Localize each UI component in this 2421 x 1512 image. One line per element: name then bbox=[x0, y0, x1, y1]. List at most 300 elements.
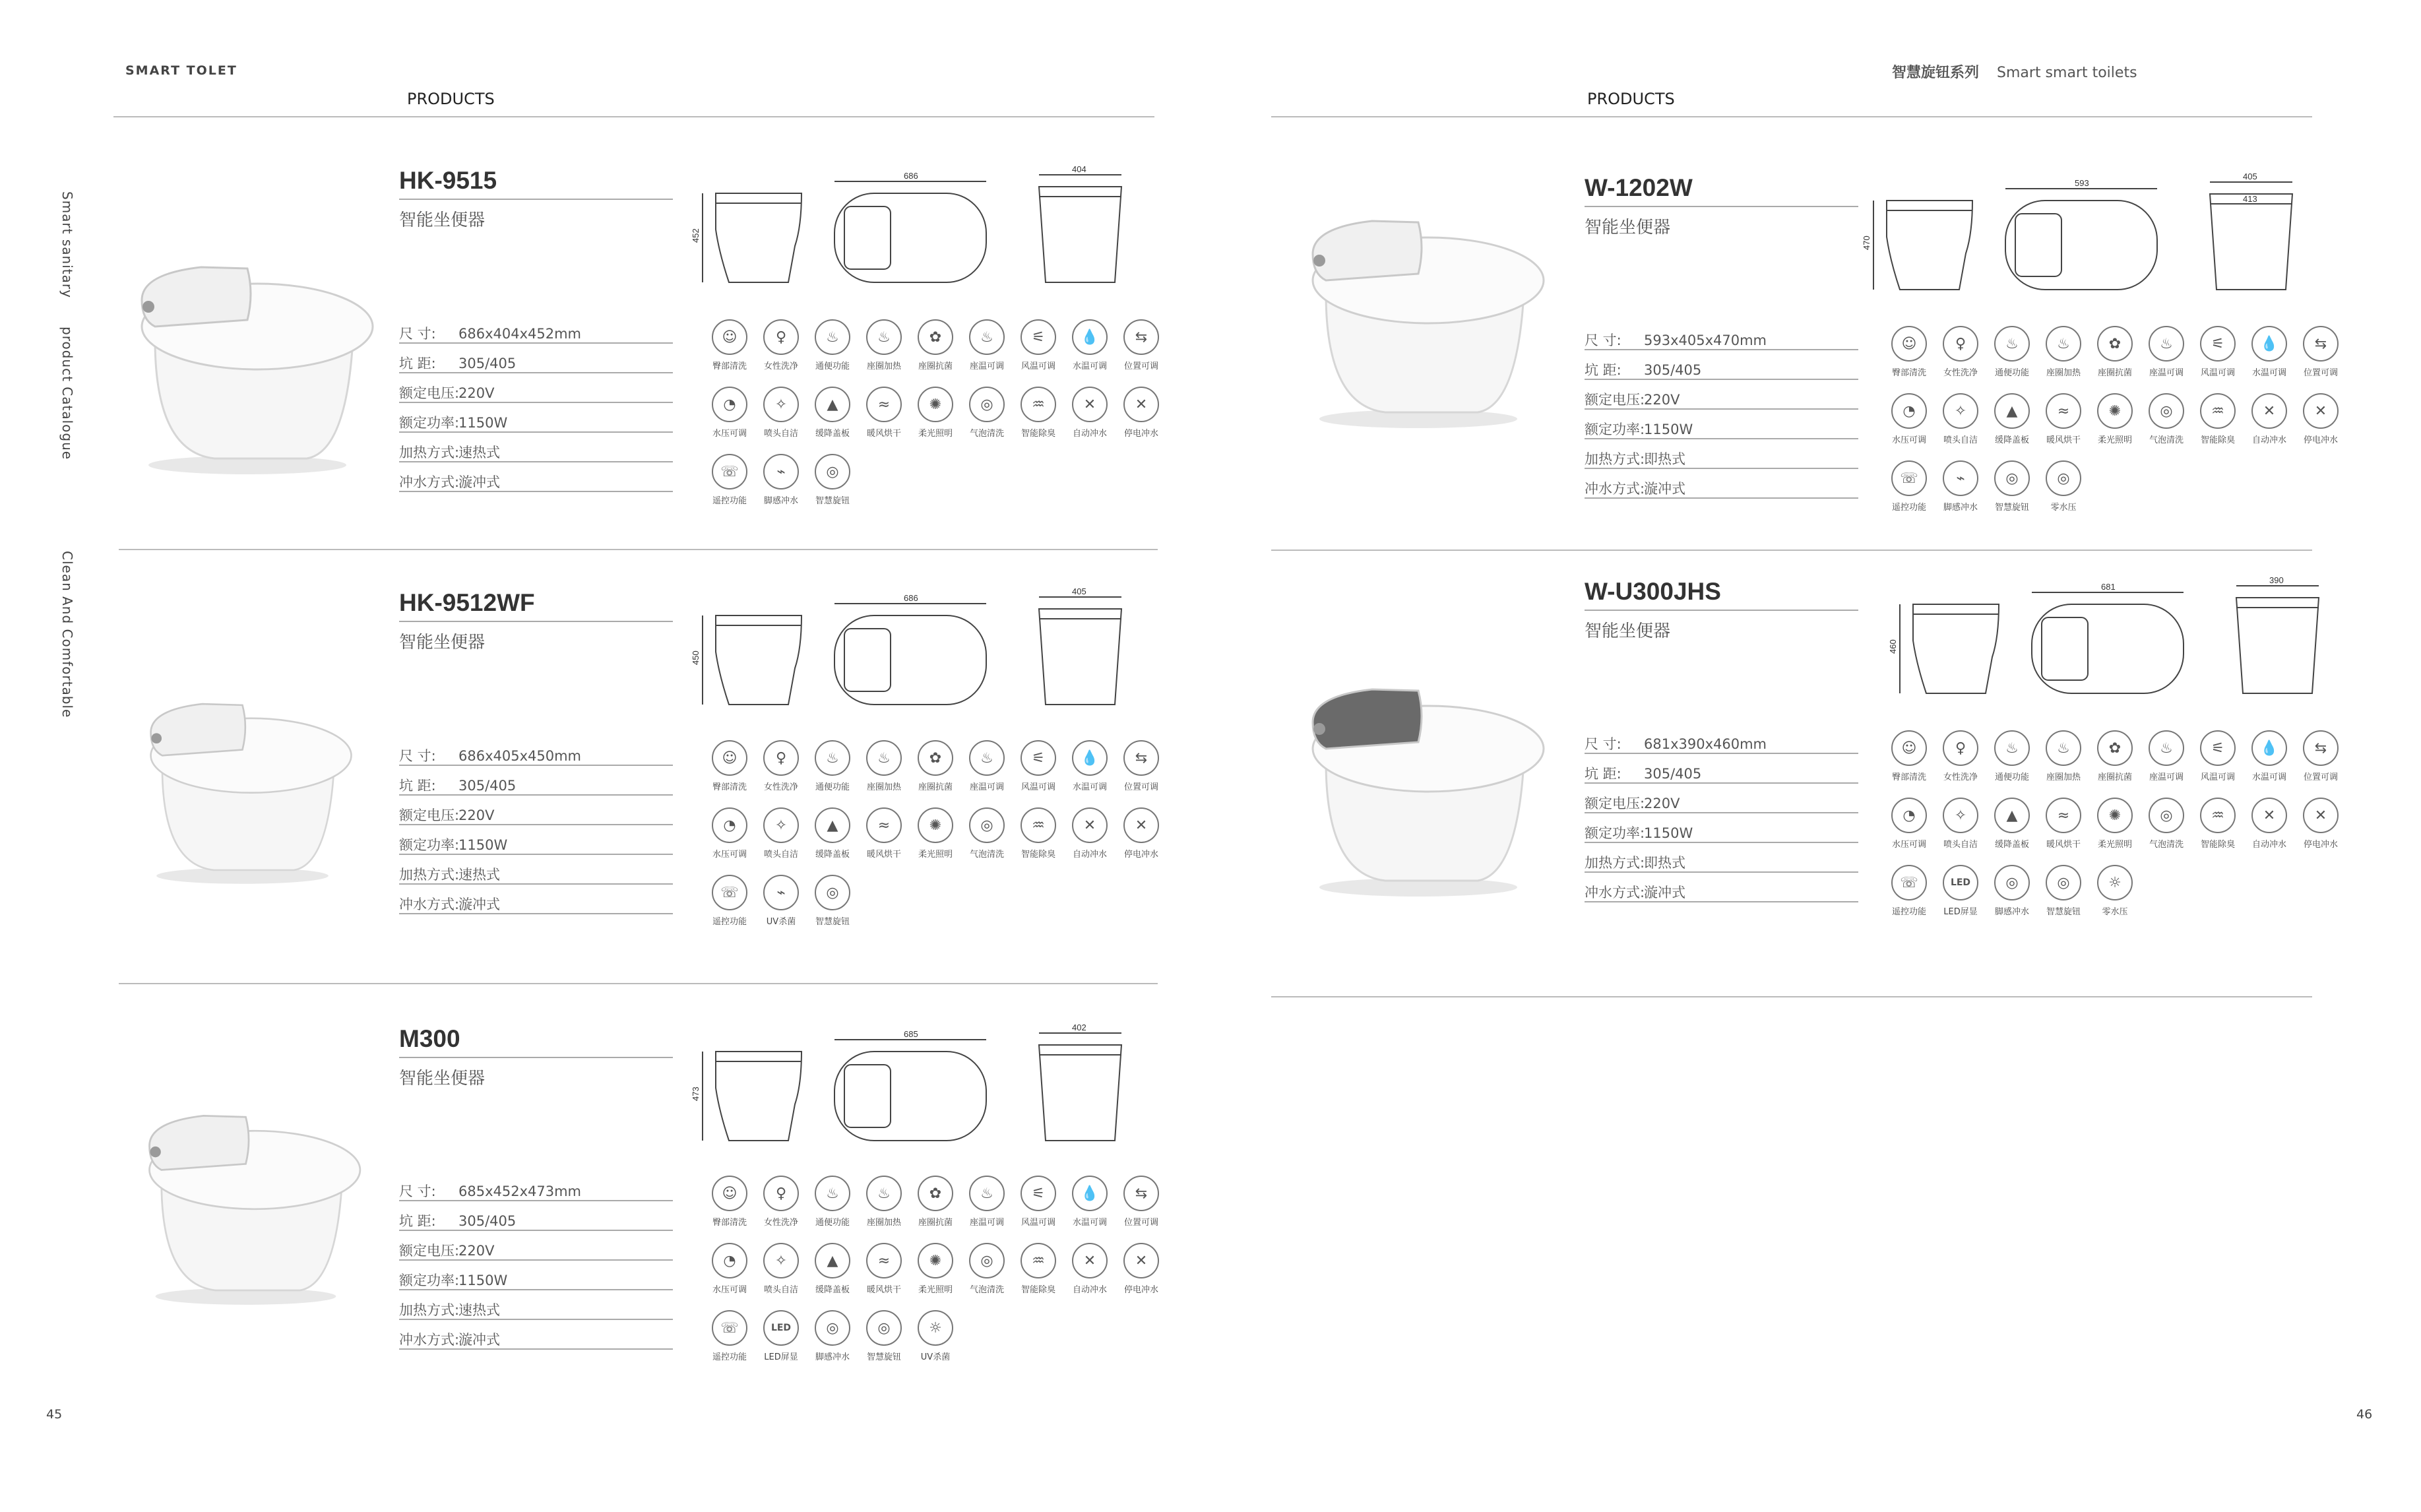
spec-value: 686x405x450mm bbox=[458, 748, 582, 764]
spec-label: 额定功率: bbox=[399, 837, 460, 853]
feature-label: 女性洗净 bbox=[763, 362, 798, 371]
section-title-left: PRODUCTS bbox=[407, 90, 495, 108]
product-header bbox=[399, 167, 676, 239]
feature-label: 女性洗净 bbox=[763, 1218, 798, 1228]
technical-drawings bbox=[1862, 172, 2309, 309]
feature-item bbox=[912, 1176, 959, 1228]
feature-label: 智慧旋钮 bbox=[866, 1352, 901, 1362]
feature-item bbox=[706, 319, 753, 371]
divider bbox=[1585, 610, 1858, 611]
feature-item bbox=[1117, 1176, 1165, 1228]
feature-item bbox=[2091, 393, 2139, 445]
feature-item bbox=[757, 387, 805, 439]
feature-label: 智慧旋钮 bbox=[815, 917, 850, 927]
spec-label: 冲水方式: bbox=[399, 1332, 460, 1348]
divider bbox=[1271, 116, 2312, 117]
feature-icon: ♀ bbox=[763, 319, 799, 355]
feature-item bbox=[1937, 730, 1984, 782]
feature-label: 停电冲水 bbox=[2303, 435, 2338, 445]
feature-label: 风温可调 bbox=[2200, 772, 2235, 782]
feature-label: 水温可调 bbox=[1072, 1218, 1107, 1228]
spec-label: 冲水方式: bbox=[1585, 885, 1645, 900]
side-text: Clean And Comfortable bbox=[59, 551, 75, 718]
dim-width: 405 bbox=[1072, 586, 1086, 596]
spec-row-size bbox=[1585, 724, 1858, 754]
product-header bbox=[399, 1025, 676, 1098]
feature-icon: ✕ bbox=[2303, 393, 2339, 429]
feature-item bbox=[1015, 319, 1062, 371]
feature-icon: ✿ bbox=[2097, 730, 2133, 766]
feature-label: 喷头自洁 bbox=[1943, 435, 1978, 445]
feature-item bbox=[2040, 393, 2087, 445]
product-type: 智能坐便器 bbox=[399, 633, 486, 652]
feature-label: 座温可调 bbox=[969, 362, 1004, 371]
feature-icon: ≈ bbox=[866, 387, 902, 422]
feature-item bbox=[757, 807, 805, 860]
feature-icon: ✧ bbox=[1943, 393, 1978, 429]
feature-icon: ♨ bbox=[815, 740, 850, 776]
feature-item bbox=[1885, 798, 1933, 850]
feature-label: UV杀菌 bbox=[766, 917, 796, 927]
feature-item bbox=[1885, 865, 1933, 917]
spec-row-voltage bbox=[399, 1231, 673, 1261]
divider bbox=[1271, 996, 2312, 997]
spec-row-voltage bbox=[399, 373, 673, 403]
feature-label: 喷头自洁 bbox=[763, 429, 798, 439]
feature-item bbox=[1937, 460, 1984, 513]
spec-label: 尺 寸: bbox=[399, 1183, 436, 1199]
feature-icon: ✕ bbox=[1072, 1243, 1108, 1278]
feature-icon: ✿ bbox=[918, 740, 953, 776]
spec-label: 尺 寸: bbox=[399, 326, 436, 342]
feature-icon: ◎ bbox=[815, 454, 850, 489]
feature-label: 位置可调 bbox=[2303, 368, 2338, 378]
feature-item bbox=[1066, 807, 1114, 860]
feature-icon: 💧 bbox=[1072, 319, 1108, 355]
spec-label: 坑 距: bbox=[1585, 766, 1621, 782]
divider bbox=[113, 116, 1154, 117]
feature-item bbox=[912, 319, 959, 371]
feature-label: 位置可调 bbox=[1123, 782, 1158, 792]
feature-icon: ⇆ bbox=[2303, 326, 2339, 362]
feature-item bbox=[1015, 387, 1062, 439]
feature-label: 喷头自洁 bbox=[763, 850, 798, 860]
catalog-brand: SMART TOLET bbox=[125, 63, 237, 78]
spec-row-flush bbox=[399, 462, 673, 492]
spec-table bbox=[1585, 724, 1858, 902]
feature-label: 通便功能 bbox=[1994, 368, 2029, 378]
spec-row-size bbox=[399, 314, 673, 344]
feature-item bbox=[2040, 730, 2087, 782]
feature-label: 缓降盖板 bbox=[1994, 435, 2029, 445]
feature-label: 臀部清洗 bbox=[1891, 772, 1926, 782]
feature-label: 臀部清洗 bbox=[712, 782, 747, 792]
feature-label: 风温可调 bbox=[1021, 362, 1055, 371]
feature-icon: ♨ bbox=[815, 1176, 850, 1211]
spec-table bbox=[399, 1172, 673, 1350]
feature-icon: ✿ bbox=[918, 319, 953, 355]
feature-label: 缓降盖板 bbox=[815, 429, 850, 439]
dim-height: 450 bbox=[691, 650, 701, 665]
feature-label: 水压可调 bbox=[1891, 840, 1926, 850]
section-title-right: PRODUCTS bbox=[1587, 90, 1675, 108]
feature-item bbox=[2297, 326, 2344, 378]
feature-icon: ✧ bbox=[763, 1243, 799, 1278]
feature-icon: ☏ bbox=[712, 875, 747, 910]
dim-height: 452 bbox=[691, 228, 701, 243]
feature-item bbox=[2040, 798, 2087, 850]
side-text: Smart sanitary bbox=[59, 191, 75, 298]
spec-row-voltage bbox=[1585, 380, 1858, 410]
feature-label: 喷头自洁 bbox=[763, 1285, 798, 1295]
feature-icon: ♨ bbox=[866, 1176, 902, 1211]
feature-icon: ◔ bbox=[712, 1243, 747, 1278]
feature-item bbox=[757, 1243, 805, 1295]
spec-label: 额定功率: bbox=[1585, 422, 1645, 437]
feature-item bbox=[1066, 319, 1114, 371]
feature-item bbox=[1937, 326, 1984, 378]
feature-icon: ◎ bbox=[866, 1310, 902, 1346]
feature-item bbox=[963, 807, 1011, 860]
feature-label: 遥控功能 bbox=[1891, 503, 1926, 513]
feature-icon: 💧 bbox=[2251, 326, 2287, 362]
feature-item bbox=[757, 1176, 805, 1228]
spec-table bbox=[399, 736, 673, 914]
feature-label: 暖风烘干 bbox=[866, 850, 901, 860]
technical-drawings bbox=[691, 586, 1138, 724]
feature-icon: ♀ bbox=[1943, 326, 1978, 362]
technical-drawings bbox=[691, 1023, 1138, 1160]
feature-label: 水压可调 bbox=[712, 850, 747, 860]
feature-label: 座圈抗菌 bbox=[918, 782, 953, 792]
dim-width: 404 bbox=[1072, 164, 1086, 174]
feature-item bbox=[2040, 460, 2087, 513]
feature-icon: LED bbox=[763, 1310, 799, 1346]
feature-icon: ♨ bbox=[969, 1176, 1005, 1211]
spec-value: 305/405 bbox=[458, 778, 517, 794]
feature-label: 智慧旋钮 bbox=[815, 496, 850, 506]
spec-value: 305/405 bbox=[1644, 766, 1702, 782]
spec-row-flush bbox=[1585, 469, 1858, 499]
feature-item bbox=[2040, 326, 2087, 378]
spec-row-size bbox=[1585, 321, 1858, 350]
feature-label: 通便功能 bbox=[815, 782, 850, 792]
feature-icon: ☺ bbox=[1891, 730, 1927, 766]
feature-label: 柔光照明 bbox=[918, 429, 953, 439]
feature-item bbox=[1988, 460, 2036, 513]
spec-label: 尺 寸: bbox=[399, 748, 436, 764]
feature-item bbox=[1015, 807, 1062, 860]
feature-label: 柔光照明 bbox=[2097, 840, 2132, 850]
spec-row-flush bbox=[399, 1320, 673, 1350]
feature-label: 停电冲水 bbox=[1123, 850, 1158, 860]
series-title-cn: 智慧旋钮系列 bbox=[1892, 65, 1980, 81]
spec-value: 220V bbox=[458, 385, 495, 401]
feature-icon: ⚟ bbox=[2200, 326, 2236, 362]
spec-value: 681x390x460mm bbox=[1644, 736, 1767, 752]
feature-label: 风温可调 bbox=[2200, 368, 2235, 378]
spec-label: 额定电压: bbox=[399, 1243, 460, 1259]
feature-item bbox=[1885, 326, 1933, 378]
feature-item bbox=[1066, 740, 1114, 792]
feature-label: 脚感冲水 bbox=[1994, 907, 2029, 917]
feature-label: 自动冲水 bbox=[1072, 429, 1107, 439]
product-model: HK-9512WF bbox=[399, 589, 535, 616]
feature-item bbox=[706, 807, 753, 860]
feature-icon: ▲ bbox=[1994, 798, 2030, 833]
spec-row-flush bbox=[399, 885, 673, 914]
feature-label: 女性洗净 bbox=[1943, 368, 1978, 378]
series-title-en: Smart smart toilets bbox=[1997, 65, 2137, 81]
feature-item bbox=[2040, 865, 2087, 917]
feature-label: 通便功能 bbox=[815, 362, 850, 371]
feature-icon: ⇆ bbox=[1123, 1176, 1159, 1211]
feature-icon: ♨ bbox=[969, 319, 1005, 355]
spec-value: 速热式 bbox=[458, 445, 500, 460]
feature-item bbox=[1066, 1176, 1114, 1228]
feature-item bbox=[757, 319, 805, 371]
spec-value: 1150W bbox=[458, 837, 508, 853]
feature-icon: ≈ bbox=[866, 1243, 902, 1278]
feature-icon: ♨ bbox=[2046, 326, 2081, 362]
feature-item bbox=[2246, 326, 2293, 378]
feature-item bbox=[809, 740, 856, 792]
divider bbox=[399, 199, 673, 200]
feature-item bbox=[1885, 393, 1933, 445]
feature-label: 座圈加热 bbox=[2046, 772, 2081, 782]
feature-item bbox=[706, 1310, 753, 1362]
feature-label: 自动冲水 bbox=[2251, 435, 2286, 445]
feature-label: 座圈加热 bbox=[866, 782, 901, 792]
spec-row-heating bbox=[1585, 439, 1858, 469]
spec-label: 额定电压: bbox=[1585, 796, 1645, 811]
feature-label: 水温可调 bbox=[1072, 362, 1107, 371]
feature-icon: ◎ bbox=[2046, 460, 2081, 496]
feature-item bbox=[809, 1176, 856, 1228]
feature-item bbox=[2194, 393, 2242, 445]
feature-label: 缓降盖板 bbox=[1994, 840, 2029, 850]
feature-item bbox=[1117, 1243, 1165, 1295]
product-photo bbox=[1286, 178, 1550, 435]
feature-icon: ☼ bbox=[2097, 865, 2133, 900]
spec-label: 加热方式: bbox=[399, 1302, 460, 1318]
feature-icon: ▲ bbox=[1994, 393, 2030, 429]
spec-label: 额定功率: bbox=[399, 1273, 460, 1288]
feature-icon: ♨ bbox=[866, 740, 902, 776]
feature-label: 智能除臭 bbox=[1021, 1285, 1055, 1295]
spec-row-pit bbox=[1585, 350, 1858, 380]
feature-item bbox=[757, 740, 805, 792]
feature-item bbox=[1937, 798, 1984, 850]
feature-label: 座温可调 bbox=[969, 782, 1004, 792]
feature-item bbox=[706, 875, 753, 927]
dim-length: 681 bbox=[2101, 582, 2116, 592]
feature-label: 柔光照明 bbox=[918, 1285, 953, 1295]
divider bbox=[119, 549, 1158, 550]
spec-row-power bbox=[1585, 410, 1858, 439]
product-type: 智能坐便器 bbox=[1585, 218, 1671, 237]
feature-item bbox=[809, 875, 856, 927]
spec-value: 305/405 bbox=[1644, 362, 1702, 378]
feature-icon: ✺ bbox=[918, 807, 953, 843]
feature-icon: ♀ bbox=[763, 740, 799, 776]
feature-item bbox=[963, 319, 1011, 371]
feature-icon: ▲ bbox=[815, 1243, 850, 1278]
product-photo bbox=[125, 1075, 366, 1313]
feature-icon: ☺ bbox=[1891, 326, 1927, 362]
spec-value: 220V bbox=[458, 1243, 495, 1259]
product-type: 智能坐便器 bbox=[399, 1069, 486, 1088]
feature-icon: LED bbox=[1943, 865, 1978, 900]
feature-icon: ⇆ bbox=[2303, 730, 2339, 766]
feature-label: 座圈抗菌 bbox=[918, 1218, 953, 1228]
feature-icon: ⚟ bbox=[2200, 730, 2236, 766]
spec-row-power bbox=[1585, 813, 1858, 843]
spec-row-power bbox=[399, 1261, 673, 1290]
spec-label: 额定电压: bbox=[399, 385, 460, 401]
technical-drawings bbox=[1888, 575, 2335, 712]
feature-item bbox=[2297, 730, 2344, 782]
feature-icon: ⇆ bbox=[1123, 319, 1159, 355]
spec-label: 坑 距: bbox=[399, 356, 436, 371]
product-photo bbox=[122, 670, 363, 887]
spec-row-heating bbox=[399, 855, 673, 885]
feature-label: 臀部清洗 bbox=[1891, 368, 1926, 378]
feature-icon: ◎ bbox=[969, 387, 1005, 422]
feature-label: 零水压 bbox=[2102, 907, 2128, 917]
feature-label: 智慧旋钮 bbox=[1994, 503, 2029, 513]
divider bbox=[399, 621, 673, 622]
feature-icon: ✕ bbox=[1123, 387, 1159, 422]
spec-row-voltage bbox=[399, 796, 673, 825]
product-model: W-U300JHS bbox=[1585, 578, 1721, 605]
feature-label: 位置可调 bbox=[2303, 772, 2338, 782]
spec-row-pit bbox=[399, 766, 673, 796]
feature-item bbox=[963, 740, 1011, 792]
feature-label: 零水压 bbox=[2050, 503, 2077, 513]
spec-value: 220V bbox=[458, 807, 495, 823]
spec-label: 坑 距: bbox=[1585, 362, 1621, 378]
feature-item bbox=[912, 387, 959, 439]
feature-item bbox=[1015, 1176, 1062, 1228]
feature-item bbox=[912, 740, 959, 792]
feature-item bbox=[1937, 865, 1984, 917]
feature-icon: ⇆ bbox=[1123, 740, 1159, 776]
feature-item bbox=[1988, 393, 2036, 445]
feature-icon: ☏ bbox=[712, 454, 747, 489]
feature-icon: ◔ bbox=[1891, 393, 1927, 429]
feature-label: 女性洗净 bbox=[1943, 772, 1978, 782]
feature-item bbox=[912, 1243, 959, 1295]
spec-value: 1150W bbox=[458, 1273, 508, 1288]
feature-icon: ☏ bbox=[1891, 865, 1927, 900]
feature-icon: ☏ bbox=[1891, 460, 1927, 496]
product-photo bbox=[115, 228, 379, 478]
feature-label: 暖风烘干 bbox=[2046, 840, 2081, 850]
feature-item bbox=[2091, 865, 2139, 917]
product-header bbox=[399, 589, 676, 662]
feature-icon: ♨ bbox=[866, 319, 902, 355]
feature-icon: ✿ bbox=[2097, 326, 2133, 362]
feature-icon: ▲ bbox=[815, 387, 850, 422]
feature-item bbox=[2194, 326, 2242, 378]
feature-icon: ♒ bbox=[2200, 393, 2236, 429]
feature-label: 气泡清洗 bbox=[969, 429, 1004, 439]
spec-label: 额定电压: bbox=[399, 807, 460, 823]
feature-label: 气泡清洗 bbox=[969, 850, 1004, 860]
spec-label: 尺 寸: bbox=[1585, 332, 1621, 348]
spec-row-size bbox=[399, 736, 673, 766]
feature-icon: 💧 bbox=[1072, 740, 1108, 776]
feature-item bbox=[1988, 798, 2036, 850]
feature-item bbox=[809, 387, 856, 439]
feature-icon: ◔ bbox=[712, 807, 747, 843]
feature-label: 臀部清洗 bbox=[712, 1218, 747, 1228]
dim-width-2: 413 bbox=[2243, 194, 2257, 204]
feature-icon: ☼ bbox=[918, 1310, 953, 1346]
spec-label: 加热方式: bbox=[399, 445, 460, 460]
feature-icon: ◎ bbox=[815, 875, 850, 910]
feature-item bbox=[860, 740, 908, 792]
divider bbox=[1585, 206, 1858, 207]
feature-label: 脚感冲水 bbox=[1943, 503, 1978, 513]
feature-icon: ◎ bbox=[1994, 865, 2030, 900]
feature-icon: ✧ bbox=[763, 387, 799, 422]
feature-item bbox=[1117, 319, 1165, 371]
feature-item bbox=[706, 454, 753, 506]
feature-icon: ◎ bbox=[969, 1243, 1005, 1278]
feature-item bbox=[963, 1243, 1011, 1295]
spec-label: 冲水方式: bbox=[1585, 481, 1645, 497]
feature-label: 遥控功能 bbox=[1891, 907, 1926, 917]
feature-item bbox=[2091, 326, 2139, 378]
feature-label: 遥控功能 bbox=[712, 917, 747, 927]
feature-label: 缓降盖板 bbox=[815, 850, 850, 860]
feature-icon: ≈ bbox=[2046, 393, 2081, 429]
feature-item bbox=[860, 807, 908, 860]
feature-icon: ◎ bbox=[2149, 393, 2184, 429]
product-type: 智能坐便器 bbox=[399, 210, 486, 230]
spec-row-pit bbox=[1585, 754, 1858, 784]
spec-value: 速热式 bbox=[458, 1302, 500, 1318]
feature-label: 座圈抗菌 bbox=[2097, 368, 2132, 378]
spec-label: 尺 寸: bbox=[1585, 736, 1621, 752]
feature-label: 智慧旋钮 bbox=[2046, 907, 2081, 917]
spec-label: 冲水方式: bbox=[399, 897, 460, 912]
feature-item bbox=[809, 454, 856, 506]
feature-item bbox=[1066, 387, 1114, 439]
page-number-left: 45 bbox=[46, 1407, 63, 1422]
feature-icon: ♨ bbox=[969, 740, 1005, 776]
spec-table bbox=[1585, 321, 1858, 499]
feature-label: 位置可调 bbox=[1123, 1218, 1158, 1228]
dim-width: 390 bbox=[2269, 575, 2284, 585]
feature-item bbox=[2297, 393, 2344, 445]
feature-label: 水压可调 bbox=[1891, 435, 1926, 445]
technical-drawings bbox=[691, 164, 1138, 301]
feature-item bbox=[757, 1310, 805, 1362]
spec-row-size bbox=[399, 1172, 673, 1201]
feature-item bbox=[2246, 798, 2293, 850]
dim-length: 686 bbox=[904, 171, 918, 181]
feature-icon: ✺ bbox=[918, 387, 953, 422]
feature-icon: ◔ bbox=[1891, 798, 1927, 833]
dim-length: 593 bbox=[2075, 178, 2089, 188]
feature-label: 水温可调 bbox=[2251, 772, 2286, 782]
product-model: W-1202W bbox=[1585, 174, 1693, 201]
spec-table bbox=[399, 314, 673, 492]
feature-icon: ☺ bbox=[712, 319, 747, 355]
